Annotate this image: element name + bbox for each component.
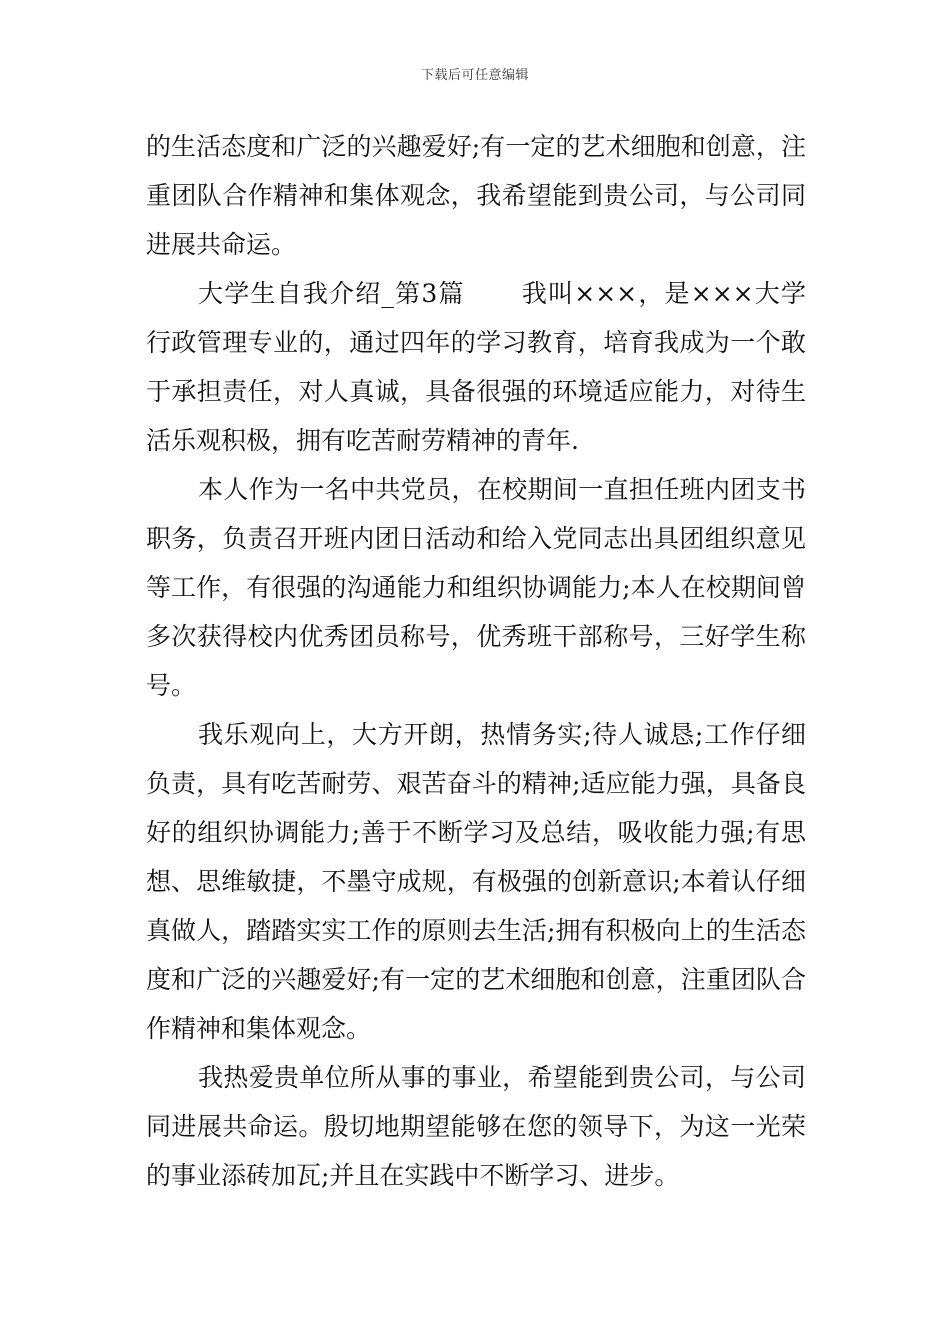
paragraph-party-member: 本人作为一名中共党员，在校期间一直担任班内团支书职务，负责召开班内团日活动和给入党同志出具团组织意见等工作，有很强的沟通能力和组织协调能力;本人在校期间曾多次获得校内优秀团员称号，优秀班干部称号，三好学生称号。 xyxy=(146,475,806,700)
section-title: 大学生自我介绍_第3篇 xyxy=(198,279,465,308)
section-intro-text: 我叫×××，是×××大学行政管理专业的，通过四年的学习教育，培育我成为一个敢于承担责任，对人真诚，具备很强的环境适应能力，对待生活乐观积极，拥有吃苦耐劳精神的青年. xyxy=(146,279,806,455)
document-body xyxy=(146,122,806,1200)
paragraph-section-title xyxy=(146,269,806,465)
paragraph-closing: 我热爱贵单位所从事的事业，希望能到贵公司，与公司同进展共命运。殷切地期望能够在您的领导下，为这一光荣的事业添砖加瓦;并且在实践中不断学习、进步。 xyxy=(146,1063,806,1190)
page-header: 下载后可任意编辑 xyxy=(420,68,529,83)
paragraph-continuation: 的生活态度和广泛的兴趣爱好;有一定的艺术细胞和创意，注重团队合作精神和集体观念，我希望能到贵公司，与公司同进展共命运。 xyxy=(146,132,806,259)
paragraph-personality: 我乐观向上，大方开朗，热情务实;待人诚恳;工作仔细负责，具有吃苦耐劳、艰苦奋斗的精神;适应能力强，具备良好的组织协调能力;善于不断学习及总结，吸收能力强;有思想、思维敏捷，不墨守成规，有极强的创新意识;本着认仔细真做人，踏踏实实工作的原则去生活;拥有积极向上的生活态度和广泛的兴趣爱好;有一定的艺术细胞和创意，注重团队合作精神和集体观念。 xyxy=(146,720,806,1043)
